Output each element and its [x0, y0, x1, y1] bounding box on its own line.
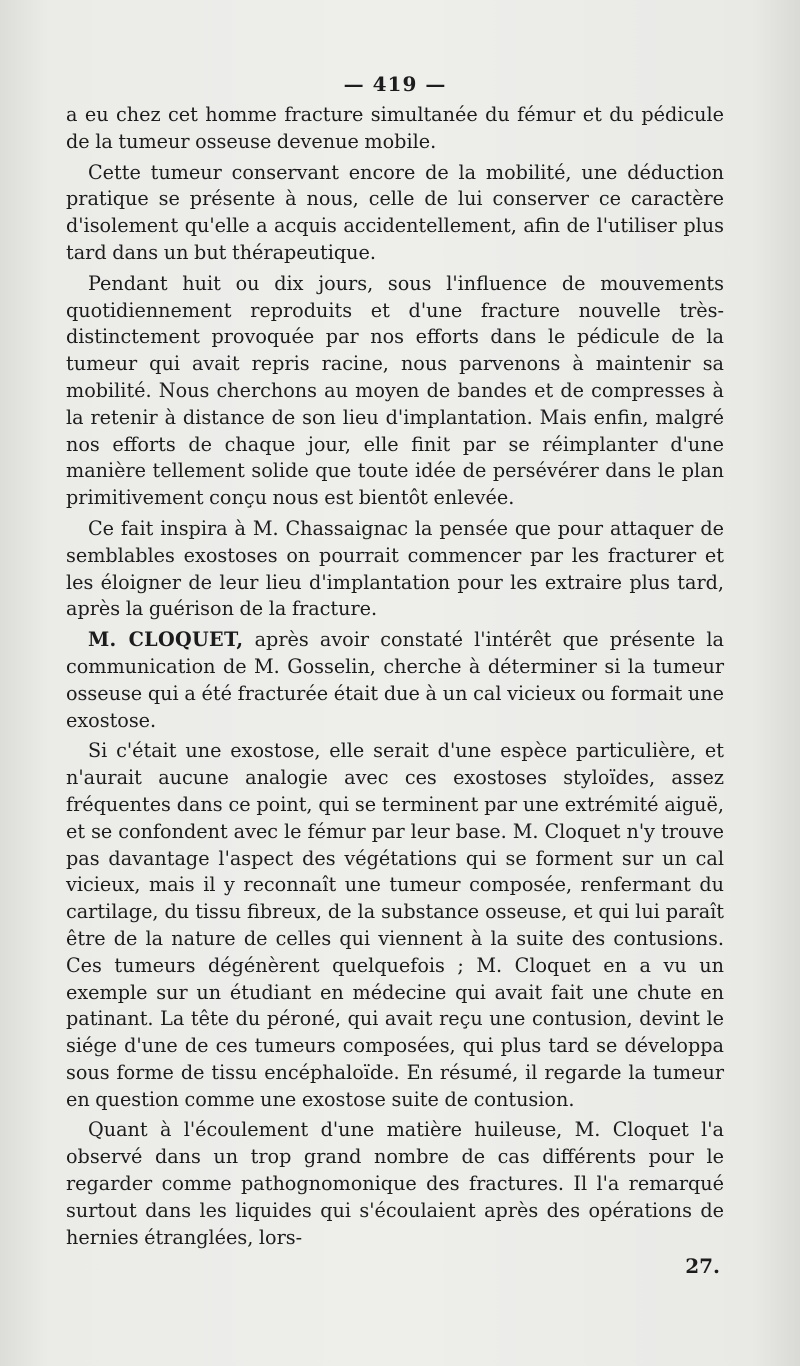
paragraph: Ce fait inspira à M. Chassaignac la pensée que pour attaquer de semblables exostoses on pourrait commencer par les fracturer et les éloigner de leur lieu d'implantation pour les extraire plus tard, après la guérison de la fracture. [66, 516, 724, 621]
paragraph: a eu chez cet homme fracture simultanée du fémur et du pédicule de la tumeur osseuse devenue mobile. [66, 103, 724, 153]
paragraph: Pendant huit ou dix jours, sous l'influence de mouvements quotidiennement reproduits et d'une fracture nouvelle très-distinctement provoquée par nos efforts dans le pédicule de la tumeur qui avait repris racine, nous parvenons à maintenir sa mobilité. Nous cherchons au moyen de bandes et de compresses à la retenir à distance de son lieu d'implantation. Mais enfin, malgré nos efforts de chaque jour, elle finit par se réimplanter d'une manière tellement solide que toute idée de persévérer dans le plan primitivement conçu nous est bientôt enlevée. [66, 271, 724, 510]
paragraph: Cette tumeur conservant encore de la mobilité, une déduction pratique se présente à nous, celle de lui conserver ce caractère d'isolement qu'elle a acquis accidentellement, afin de l'utiliser plus tard dans un but thérapeutique. [66, 160, 724, 264]
paragraph-speaker-cloquet [66, 627, 724, 734]
paragraph-text: après avoir constaté l'intérêt que présente la communication de M. Gosselin, cherche à déterminer si la tumeur osseuse qui a été fracturée était due à un cal vicieux ou formait une exostose. [66, 628, 724, 732]
paragraph: Quant à l'écoulement d'une matière huileuse, M. Cloquet l'a observé dans un trop grand nombre de cas différents pour le regarder comme pathognomonique des fractures. Il l'a remarqué surtout dans les liquides qui s'écoulaient après des opérations de hernies étranglées, lors- [66, 1118, 724, 1249]
paragraph: Si c'était une exostose, elle serait d'une espèce particulière, et n'aurait aucune analogie avec ces exostoses styloïdes, assez fréquentes dans ce point, qui se terminent par une extrémité aiguë, et se confondent avec le fémur par leur base. M. Cloquet n'y trouve pas davantage l'aspect des végétations qui se forment sur un cal vicieux, mais il y reconnaît une tumeur composée, renfermant du cartilage, du tissu fibreux, de la substance osseuse, et qui lui paraît être de la nature de celles qui viennent à la suite des contusions. Ces tumeurs dégénèrent quelquefois ; M. Cloquet en a vu un exemple sur un étudiant en médecine qui avait fait une chute en patinant. La tête du péroné, qui avait reçu une contusion, devint le siége d'une de ces tumeurs composées, qui plus tard se développa sous forme de tissu encéphaloïde. En résumé, il regarde la tumeur en question comme une exostose suite de contusion. [66, 739, 724, 1111]
page-text-block [66, 66, 724, 1279]
signature-mark: 27. [685, 1254, 720, 1279]
speaker-name: M. CLOQUET, [88, 628, 244, 652]
page-number: — 419 — [343, 72, 447, 96]
